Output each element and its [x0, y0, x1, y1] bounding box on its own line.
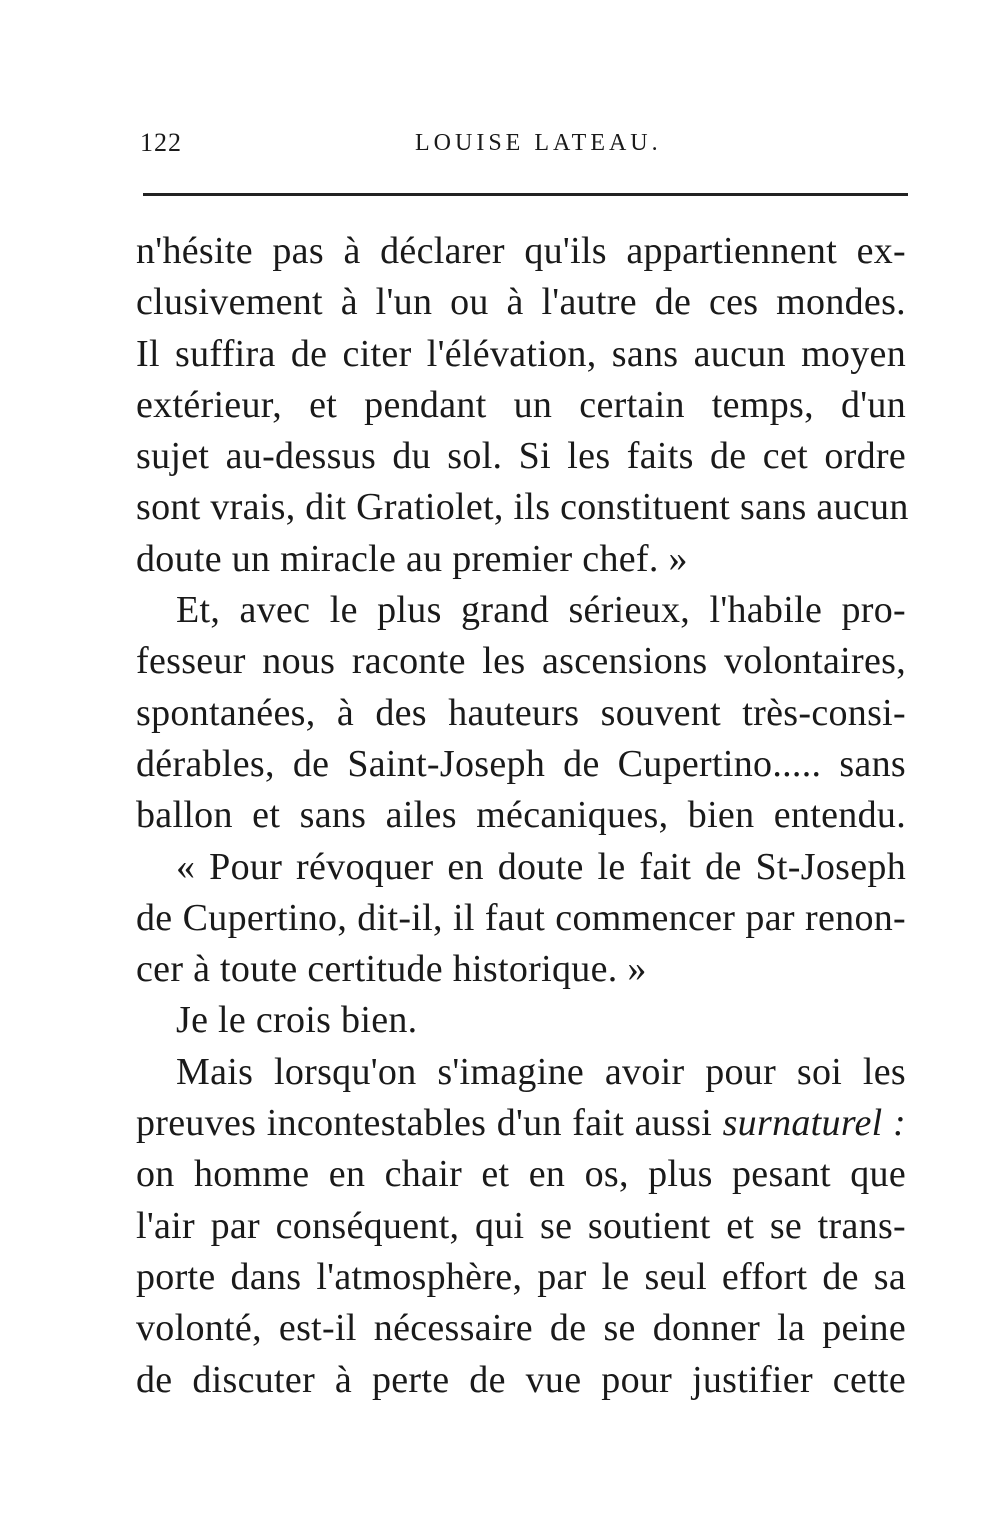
text-line: n'hésite pas à déclarer qu'ils appartiennent ex-	[136, 230, 906, 272]
text-line: de Cupertino, dit-il, il faut commencer par renon-	[136, 896, 906, 939]
text-line: ballon et sans ailes mécaniques, bien entendu.	[136, 794, 906, 837]
text-fragment: preuves incontestables d'un fait aussi	[136, 1102, 713, 1145]
text-line: cer à toute certitude historique. »	[136, 948, 647, 991]
text-line: Il suffira de citer l'élévation, sans aucun moyen	[136, 332, 906, 375]
text-line: « Pour révoquer en doute le fait de St-Joseph	[176, 845, 906, 888]
text-line: on homme en chair et en os, plus pesant que	[136, 1153, 906, 1196]
page-number: 122	[140, 128, 182, 157]
text-line: dérables, de Saint-Joseph de Cupertino..... sans	[136, 742, 906, 785]
text-line: Mais lorsqu'on s'imagine avoir pour soi les	[176, 1050, 906, 1093]
text-line: de discuter à perte de vue pour justifier cette	[136, 1358, 906, 1401]
text-line: sujet au-dessus du sol. Si les faits de cet ordre	[136, 435, 906, 478]
body-text	[136, 226, 909, 1406]
italic-word: surnaturel :	[722, 1102, 906, 1145]
text-line: fesseur nous raconte les ascensions volontaires,	[136, 640, 906, 683]
text-line: sont vrais, dit Gratiolet, ils constituent sans aucun	[136, 486, 909, 529]
text-line: Et, avec le plus grand sérieux, l'habile pro-	[176, 589, 906, 632]
page-header	[140, 128, 905, 164]
text-line: l'air par conséquent, qui se soutient et se trans-	[136, 1204, 906, 1247]
text-line: spontanées, à des hauteurs souvent très-consi-	[136, 691, 906, 734]
text-line: porte dans l'atmosphère, par le seul effort de sa	[136, 1255, 906, 1298]
text-line: Je le crois bien.	[176, 999, 418, 1042]
text-line-with-italic	[136, 1098, 906, 1149]
text-line: clusivement à l'un ou à l'autre de ces mondes.	[136, 281, 906, 324]
text-line: doute un miracle au premier chef. »	[136, 537, 688, 580]
header-rule	[143, 193, 908, 196]
text-line: volonté, est-il nécessaire de se donner la peine	[136, 1307, 906, 1350]
running-title: LOUISE LATEAU.	[415, 130, 662, 156]
text-line: extérieur, et pendant un certain temps, d'un	[136, 383, 906, 426]
